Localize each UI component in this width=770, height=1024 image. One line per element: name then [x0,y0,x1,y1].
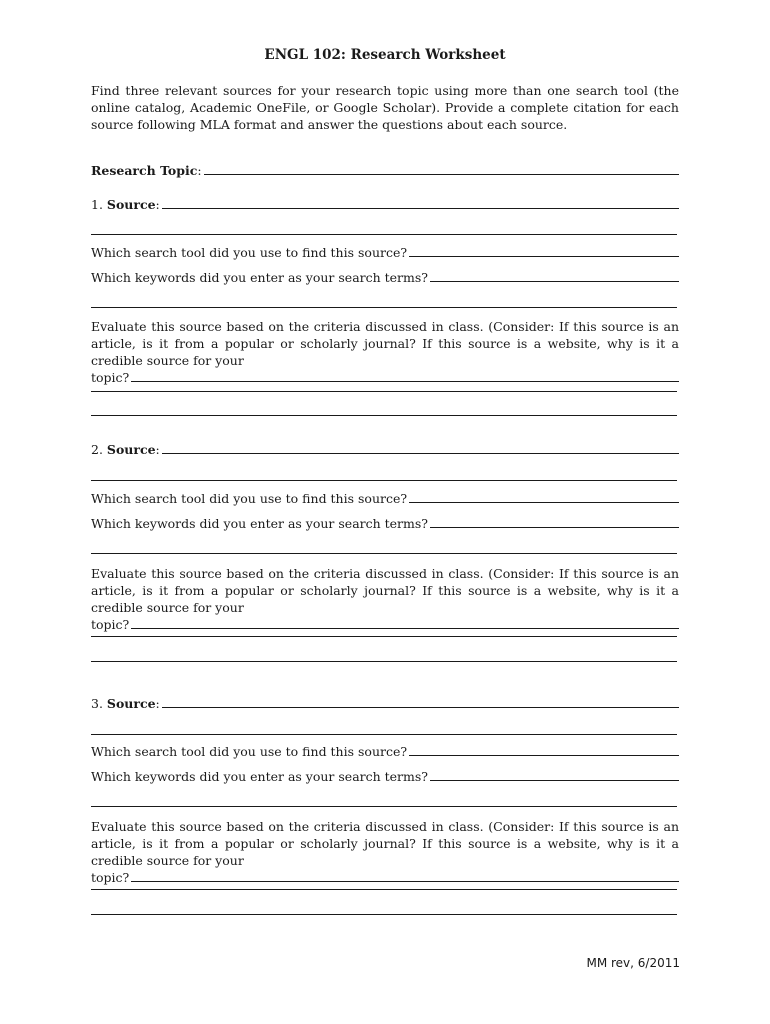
source-1-search-tool-row [91,244,679,260]
source-2-evaluate-question: Evaluate this source based on the criteria discussed in class. (Consider: If this source is an article, is it from a popular or scholarly journal? If this source is a website, why is it a credible source for your [91,566,679,615]
source-2-keywords-field[interactable] [430,515,679,528]
research-topic-row: Research Topic : [91,162,679,178]
source-2-search-tool-row [91,490,679,506]
research-topic-label: Research Topic [91,163,198,178]
source-3-evaluate-line-2[interactable] [91,889,677,890]
source-1-evaluate-line-2[interactable] [91,391,677,392]
source-1-evaluate-tail: topic? [91,370,130,385]
source-3-keywords-row [91,768,679,784]
source-2-keywords-question: Which keywords did you enter as your search terms? [91,516,429,531]
source-1-keywords-row [91,269,679,285]
source-3-keywords-question: Which keywords did you enter as your search terms? [91,769,429,784]
source-2-evaluate-tail: topic? [91,617,130,632]
instructions-paragraph: Find three relevant sources for your research topic using more than one search tool (the online catalog, Academic OneFile, or Google Scholar). Provide a complete citation for each source following MLA format and answer the questions about each source. [91,83,679,132]
source-1-number: 1. [91,197,103,212]
source-3-keywords-line-2[interactable] [91,806,677,807]
source-1-search-tool-field[interactable] [409,244,679,257]
source-2-search-tool-question: Which search tool did you use to find this source? [91,491,408,506]
research-topic-field[interactable] [204,162,679,175]
source-2-keywords-line-2[interactable] [91,553,677,554]
worksheet-title: ENGL 102: Research Worksheet [264,47,506,63]
source-3-search-tool-question: Which search tool did you use to find this source? [91,744,408,759]
source-2-label: Source [106,442,156,457]
source-1-keywords-field[interactable] [430,269,679,282]
source-3-evaluate-question: Evaluate this source based on the criteria discussed in class. (Consider: If this source is an article, is it from a popular or scholarly journal? If this source is a website, why is it a credible source for your [91,819,679,868]
revision-footer: MM rev, 6/2011 [586,956,680,970]
source-2-evaluate-block [91,565,679,633]
source-1-citation-line-2[interactable] [91,234,677,235]
source-2-keywords-row [91,515,679,531]
source-1-evaluate-field[interactable] [131,369,679,382]
source-3-evaluate-tail: topic? [91,870,130,885]
source-3-keywords-field[interactable] [430,768,679,781]
source-1-evaluate-question: Evaluate this source based on the criteria discussed in class. (Consider: If this source is an article, is it from a popular or scholarly journal? If this source is a website, why is it a credible source for your [91,319,679,368]
source-3-citation-line-2[interactable] [91,734,677,735]
source-3-search-tool-row [91,743,679,759]
source-2-evaluate-line-2[interactable] [91,636,677,637]
source-2-citation-field[interactable] [162,441,679,454]
source-2-citation-line-2[interactable] [91,480,677,481]
source-1-evaluate-line-3[interactable] [91,415,677,416]
source-2-evaluate-line-3[interactable] [91,661,677,662]
source-2-search-tool-field[interactable] [409,490,679,503]
source-1-row: 1. Source : [91,196,679,212]
source-3-row: 3. Source : [91,695,679,711]
source-1-search-tool-question: Which search tool did you use to find this source? [91,245,408,260]
source-1-keywords-line-2[interactable] [91,307,677,308]
source-2-number: 2. [91,442,103,457]
source-1-evaluate-block [91,318,679,386]
source-3-citation-field[interactable] [162,695,679,708]
source-3-number: 3. [91,696,103,711]
source-3-evaluate-field[interactable] [131,869,679,882]
source-3-label: Source [106,696,156,711]
source-2-evaluate-field[interactable] [131,616,679,629]
source-2-row: 2. Source : [91,441,679,457]
source-1-label: Source [106,197,156,212]
source-3-search-tool-field[interactable] [409,743,679,756]
source-1-keywords-question: Which keywords did you enter as your search terms? [91,270,429,285]
source-3-evaluate-line-3[interactable] [91,914,677,915]
source-1-citation-field[interactable] [162,196,679,209]
source-3-evaluate-block [91,818,679,886]
